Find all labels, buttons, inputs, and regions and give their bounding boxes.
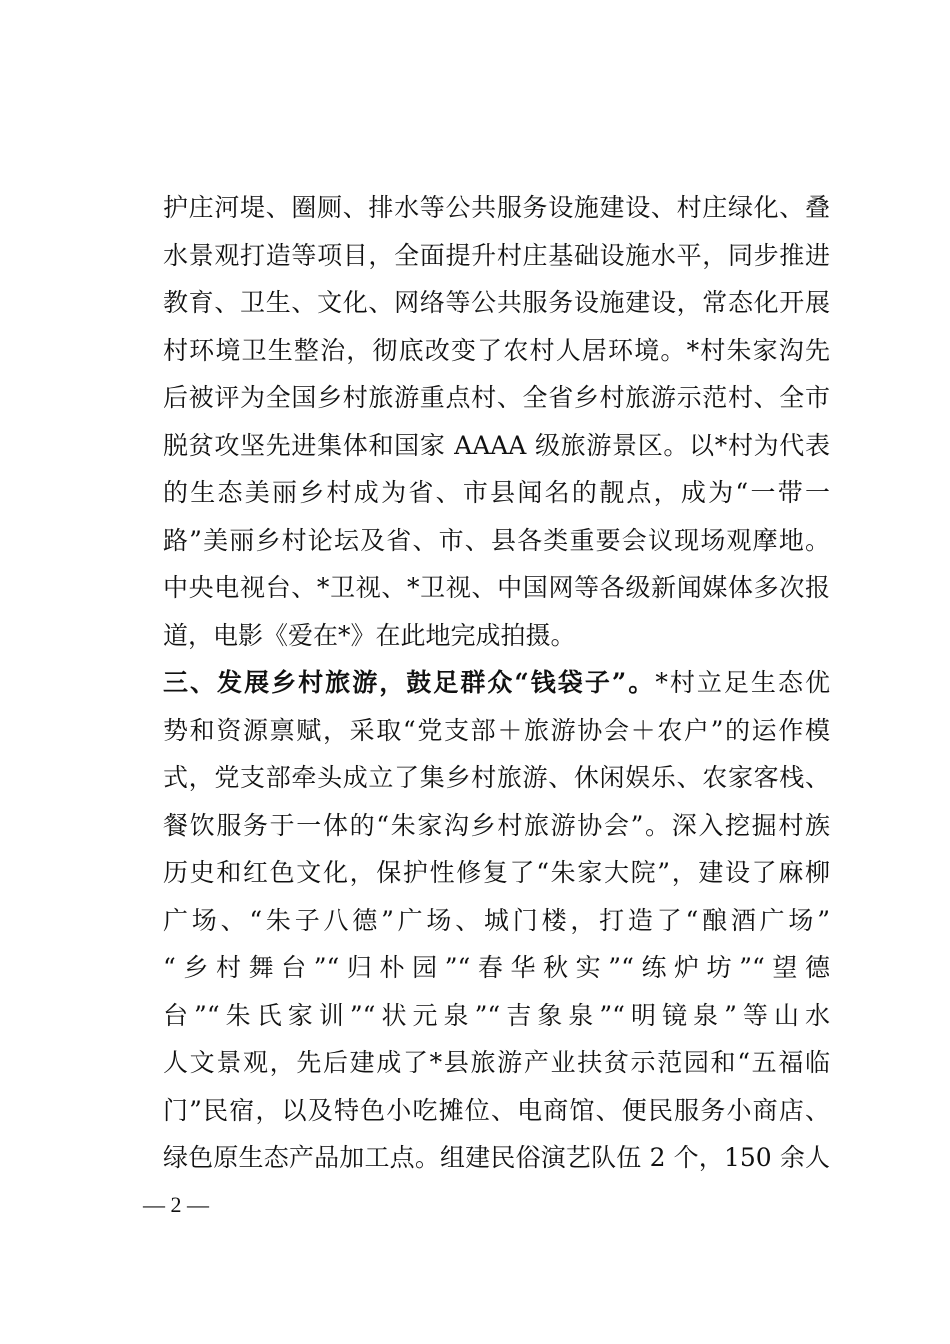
text-line: 门”民宿，以及特色小吃摊位、电商馆、便民服务小商店、 [163,1095,830,1125]
text-line: 道，电影《爱在*》在此地完成拍摄。 [163,620,576,650]
section-heading: 三、发展乡村旅游，鼓足群众“钱袋子”。 [163,668,656,697]
section-heading-continuation: *村立足生态优 [655,668,830,697]
text-line: 路”美丽乡村论坛及省、市、县各类重要会议现场观摩地。 [163,525,830,555]
text-line: 脱贫攻坚先进集体和国家 AAAA 级旅游景区。以*村为代表 [163,430,830,460]
body-text [163,184,830,1182]
text-line: 的生态美丽乡村成为省、市县闻名的靓点，成为“一带一 [163,478,830,507]
text-line: 村环境卫生整治，彻底改变了农村人居环境。*村朱家沟先 [163,335,830,365]
text-line: 人文景观，先后建成了*县旅游产业扶贫示范园和“五福临 [163,1048,830,1077]
text-line: 中央电视台、*卫视、*卫视、中国网等各级新闻媒体多次报 [163,573,830,602]
text-line: 绿色原生态产品加工点。组建民俗演艺队伍 2 个，150 余人 [163,1143,830,1172]
text-line: 后被评为全国乡村旅游重点村、全省乡村旅游示范村、全市 [163,383,830,412]
text-line: 护庄河堤、圈厕、排水等公共服务设施建设、村庄绿化、叠 [163,193,830,222]
text-line: 历史和红色文化，保护性修复了“朱家大院”，建设了麻柳 [163,858,830,887]
text-line: 势和资源禀赋，采取“党支部＋旅游协会＋农户”的运作模 [163,715,830,745]
text-line: 餐饮服务于一体的“朱家沟乡村旅游协会”。深入挖掘村族 [163,810,830,840]
text-line: 广场、“朱子八德”广场、城门楼，打造了“酿酒广场” [163,905,830,935]
section-heading-line [163,659,830,707]
page-number: — 2 — [143,1192,209,1217]
text-line: 式，党支部牵头成立了集乡村旅游、休闲娱乐、农家客栈、 [163,763,830,792]
text-line: 台”“朱氏家训”“状元泉”“吉象泉”“明镜泉”等山水 [163,1000,830,1030]
text-line: “乡村舞台”“归朴园”“春华秋实”“练炉坊”“望德 [163,953,830,982]
text-line: 水景观打造等项目，全面提升村庄基础设施水平，同步推进 [163,240,830,270]
text-line: 教育、卫生、文化、网络等公共服务设施建设，常态化开展 [163,288,830,317]
